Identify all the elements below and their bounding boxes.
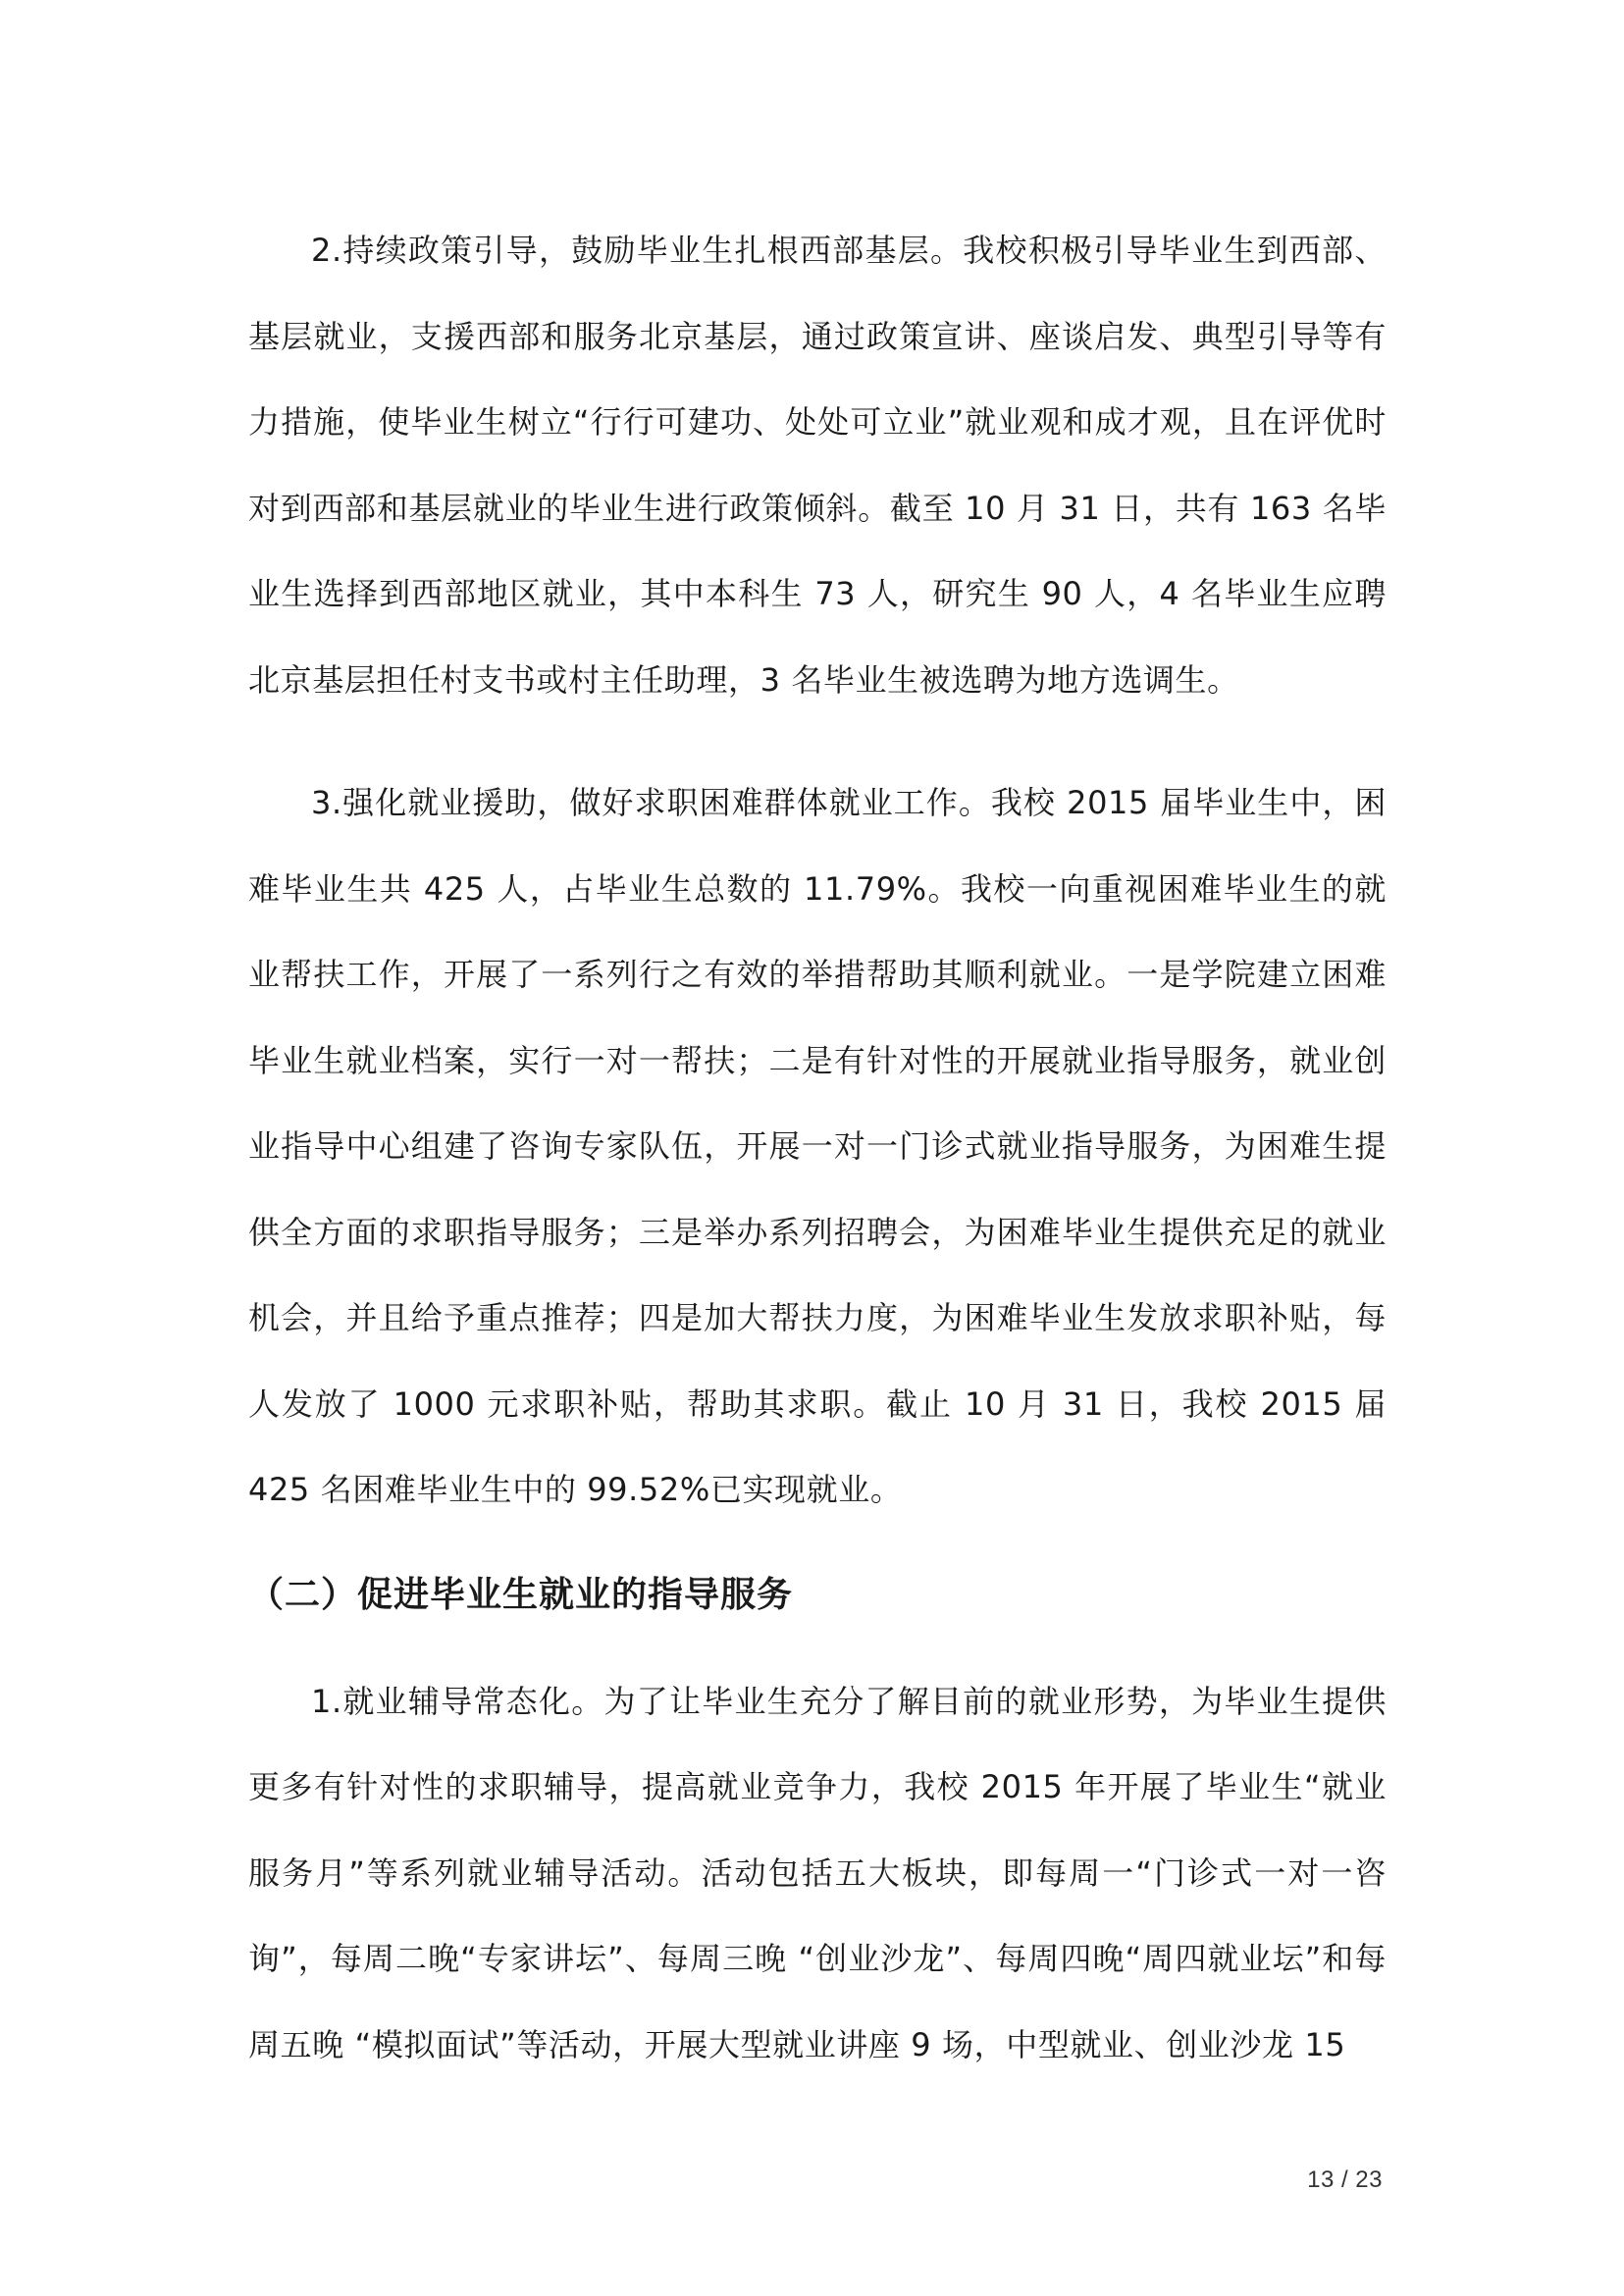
page-body xyxy=(248,208,1387,2088)
page-number: 13 / 23 xyxy=(1307,2166,1383,2193)
section-heading: （二）促进毕业生就业的指导服务 xyxy=(248,1574,794,1615)
paragraph-employment-assistance: 3.强化就业援助，做好求职困难群体就业工作。我校 2015 届毕业生中，困难毕业生共 425 人，占毕业生总数的 11.79%。我校一向重视困难毕业生的就业帮扶工作，开展了一系列行之有效的举措帮助其顺利就业。一是学院建立困难毕业生就业档案，实行一对一帮扶；二是有针对性的开展就业指导服务，就业创业指导中心组建了咨询专家队伍，开展一对一门诊式就业指导服务，为困难生提供全方面的求职指导服务；三是举办系列招聘会，为困难毕业生提供充足的就业机会，并且给予重点推荐；四是加大帮扶力度，为困难毕业生发放求职补贴，每人发放了 1000 元求职补贴，帮助其求职。截止 10 月 31 日，我校 2015 届 425 名困难毕业生中的 99.52%已实现就业。 xyxy=(248,784,1387,1508)
paragraph-policy-guidance: 2.持续政策引导，鼓励毕业生扎根西部基层。我校积极引导毕业生到西部、基层就业，支援西部和服务北京基层，通过政策宣讲、座谈启发、典型引导等有力措施，使毕业生树立“行行可建功、处处可立业”就业观和成才观，且在评优时对到西部和基层就业的毕业生进行政策倾斜。截至 10 月 31 日，共有 163 名毕业生选择到西部地区就业，其中本科生 73 人，研究生 90 人，4 名毕业生应聘北京基层担任村支书或村主任助理，3 名毕业生被选聘为地方选调生。 xyxy=(248,232,1387,699)
paragraph-employment-counseling: 1.就业辅导常态化。为了让毕业生充分了解目前的就业形势，为毕业生提供更多有针对性的求职辅导，提高就业竞争力，我校 2015 年开展了毕业生“就业服务月”等系列就业辅导活动。活动包括五大板块，即每周一“门诊式一对一咨询”，每周二晚“专家讲坛”、每周三晚 “创业沙龙”、每周四晚“周四就业坛”和每周五晚 “模拟面试”等活动，开展大型就业讲座 9 场，中型就业、创业沙龙 15 xyxy=(248,1682,1387,2063)
